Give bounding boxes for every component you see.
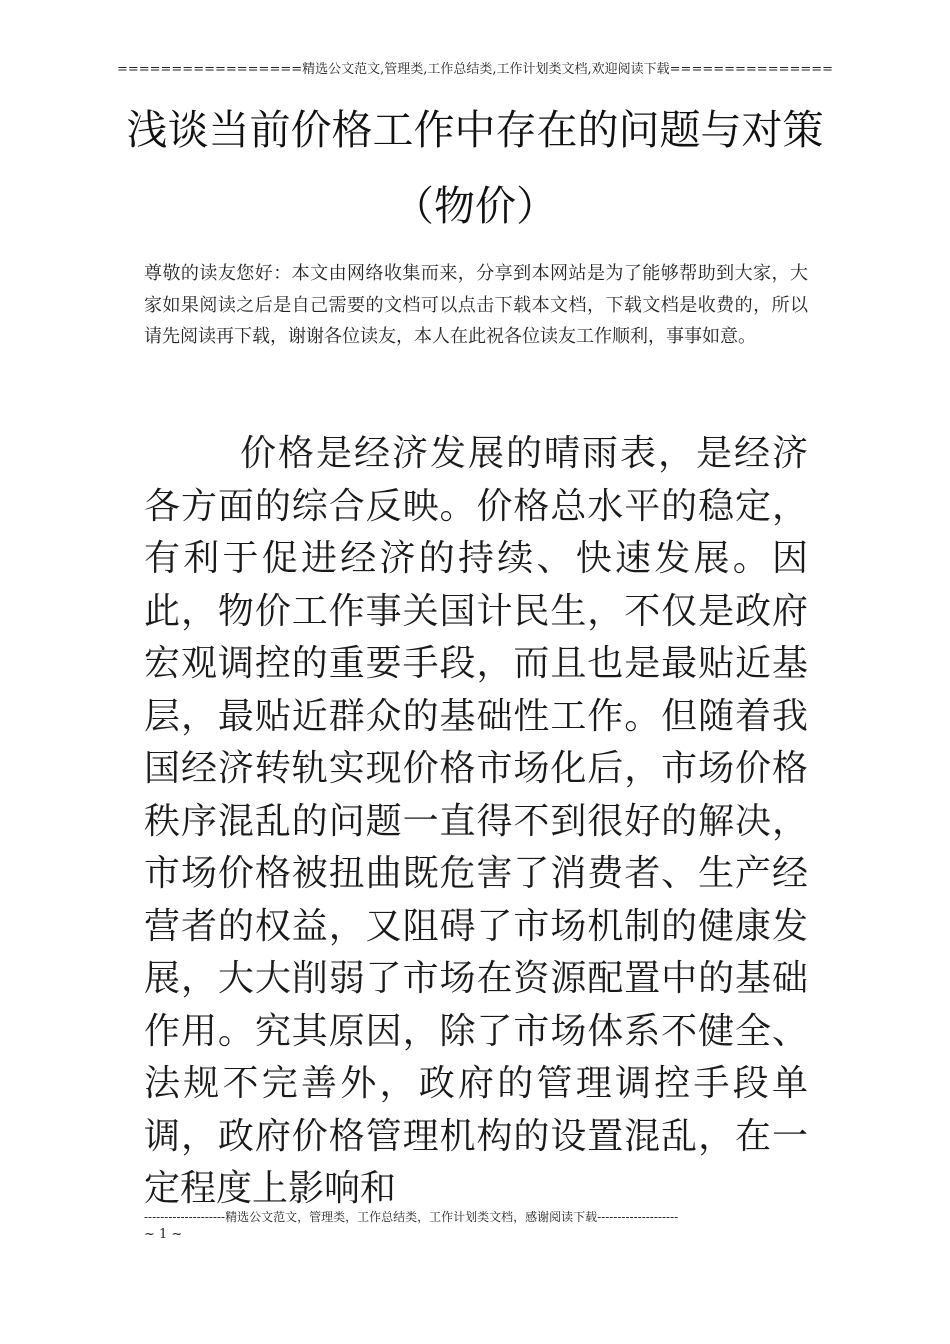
page-footer: --------------------精选公文范文，管理类，工作总结类，工作计划类文档，感谢阅读下载--------------------: [144, 1210, 679, 1224]
page-number: ~ 1 ~: [144, 1227, 183, 1242]
reader-notice: 尊敬的读友您好：本文由网络收集而来，分享到本网站是为了能够帮助到大家，大家如果阅读之后是自己需要的文档可以点击下载本文档，下载文档是收费的，所以请先阅读再下载，谢谢各位读友，本人在此祝各位读友工作顺利，事事如意。: [144, 263, 808, 347]
document-title: 浅谈当前价格工作中存在的问题与对策（物价）: [126, 106, 824, 230]
body-paragraph: 价格是经济发展的晴雨表，是经济各方面的综合反映。价格总水平的稳定，有利于促进经济的持续、快速发展。因此，物价工作事关国计民生，不仅是政府宏观调控的重要手段，而且也是最贴近基层，最贴近群众的基础性工作。但随着我国经济转轨实现价格市场化后，市场价格秩序混乱的问题一直得不到很好的解决，市场价格被扭曲既危害了消费者、生产经营者的权益，又阻碍了市场机制的健康发展，大大削弱了市场在资源配置中的基础作用。究其原因，除了市场体系不健全、法规不完善外，政府的管理调控手段单调，政府价格管理机构的设置混乱，在一定程度上影响和: [144, 433, 808, 1209]
page-header: =================精选公文范文,管理类,工作总结类,工作计划类文档,欢迎阅读下载===============: [116, 62, 834, 77]
